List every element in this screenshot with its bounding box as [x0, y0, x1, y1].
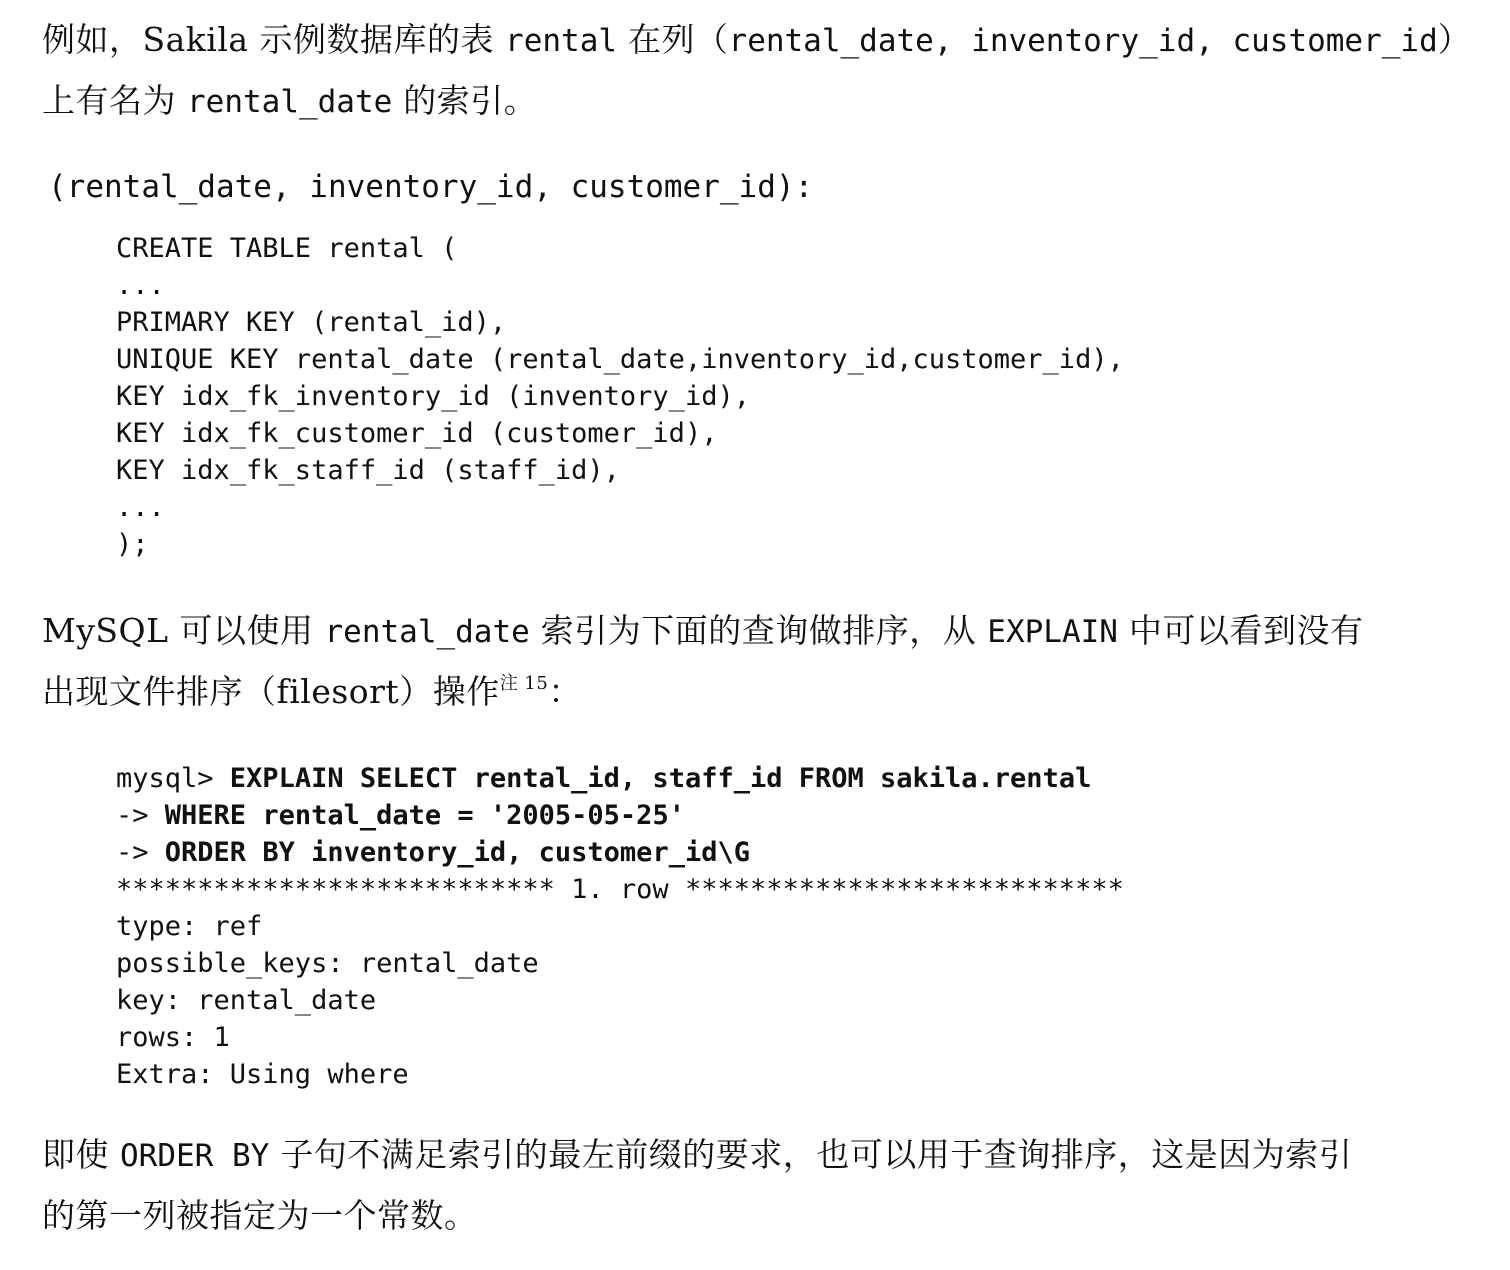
body-text: 出现文件排序（filesort）操作 [42, 672, 500, 711]
code-line: UNIQUE KEY rental_date (rental_date,inventory_id,customer_id), [116, 344, 1124, 375]
query-line [116, 760, 1124, 797]
conclusion-line-1 [42, 1125, 1472, 1186]
body-text: 中可以看到没有 [1117, 611, 1364, 650]
query-text: ORDER BY inventory_id, customer_id\G [164, 837, 750, 868]
intro-text: 的索引。 [392, 81, 538, 120]
code-line: PRIMARY KEY (rental_id), [116, 307, 507, 338]
code-line: ); [116, 529, 149, 560]
conclusion-paragraph [42, 1125, 1472, 1246]
footnote-marker: 注 15 [499, 673, 549, 694]
intro-text: 上有名为 [42, 81, 187, 120]
body-text: 子句不满足索引的最左前缀的要求，也可以用于查询排序，这是因为索引 [269, 1135, 1353, 1174]
intro-text: ） [1437, 20, 1472, 59]
output-line: *************************** 1. row *************************** [116, 874, 1124, 905]
body-text: 即使 [42, 1135, 120, 1174]
intro-line-1 [42, 10, 1472, 71]
middle-line-2 [42, 662, 1472, 722]
query-line [116, 834, 1124, 871]
continuation-prompt: -> [116, 837, 165, 868]
table-name-code: rental [505, 23, 618, 59]
code-line: CREATE TABLE rental ( [116, 233, 458, 264]
intro-text: 例如，Sakila 示例数据库的表 [42, 20, 506, 59]
order-by-code: ORDER BY [120, 1138, 270, 1174]
output-line: Extra: Using where [116, 1059, 409, 1090]
output-line: key: rental_date [116, 985, 377, 1016]
body-text: 索引为下面的查询做排序，从 [529, 611, 988, 650]
query-text: EXPLAIN SELECT rental_id, staff_id FROM sakila.rental [229, 763, 1092, 794]
middle-line-1 [42, 601, 1472, 662]
output-line: rows: 1 [116, 1022, 230, 1053]
intro-line-2 [42, 71, 1472, 132]
index-name-code: rental_date [187, 84, 393, 120]
create-table-code [116, 230, 1124, 563]
mysql-prompt: mysql> [116, 763, 230, 794]
conclusion-line-2: 的第一列被指定为一个常数。 [42, 1196, 478, 1235]
index-name-code: rental_date [324, 614, 530, 650]
output-line: type: ref [116, 911, 263, 942]
middle-paragraph [42, 601, 1472, 722]
code-line: ... [116, 270, 165, 301]
intro-paragraph [42, 10, 1472, 132]
explain-code [116, 760, 1124, 1093]
query-line [116, 797, 1124, 834]
code-line: KEY idx_fk_customer_id (customer_id), [116, 418, 718, 449]
body-text: MySQL 可以使用 [42, 611, 325, 650]
code-line: KEY idx_fk_staff_id (staff_id), [116, 455, 620, 486]
continuation-prompt: -> [116, 800, 165, 831]
code-line: KEY idx_fk_inventory_id (inventory_id), [116, 381, 750, 412]
query-text: WHERE rental_date = '2005-05-25' [164, 800, 685, 831]
explain-keyword-code: EXPLAIN [987, 614, 1118, 650]
output-line: possible_keys: rental_date [116, 948, 539, 979]
code-line: ... [116, 492, 165, 523]
columns-signature: (rental_date, inventory_id, customer_id): [48, 169, 814, 205]
intro-text: 在列（ [617, 20, 729, 59]
columns-code: rental_date, inventory_id, customer_id [728, 23, 1438, 59]
body-text: ： [548, 672, 582, 711]
